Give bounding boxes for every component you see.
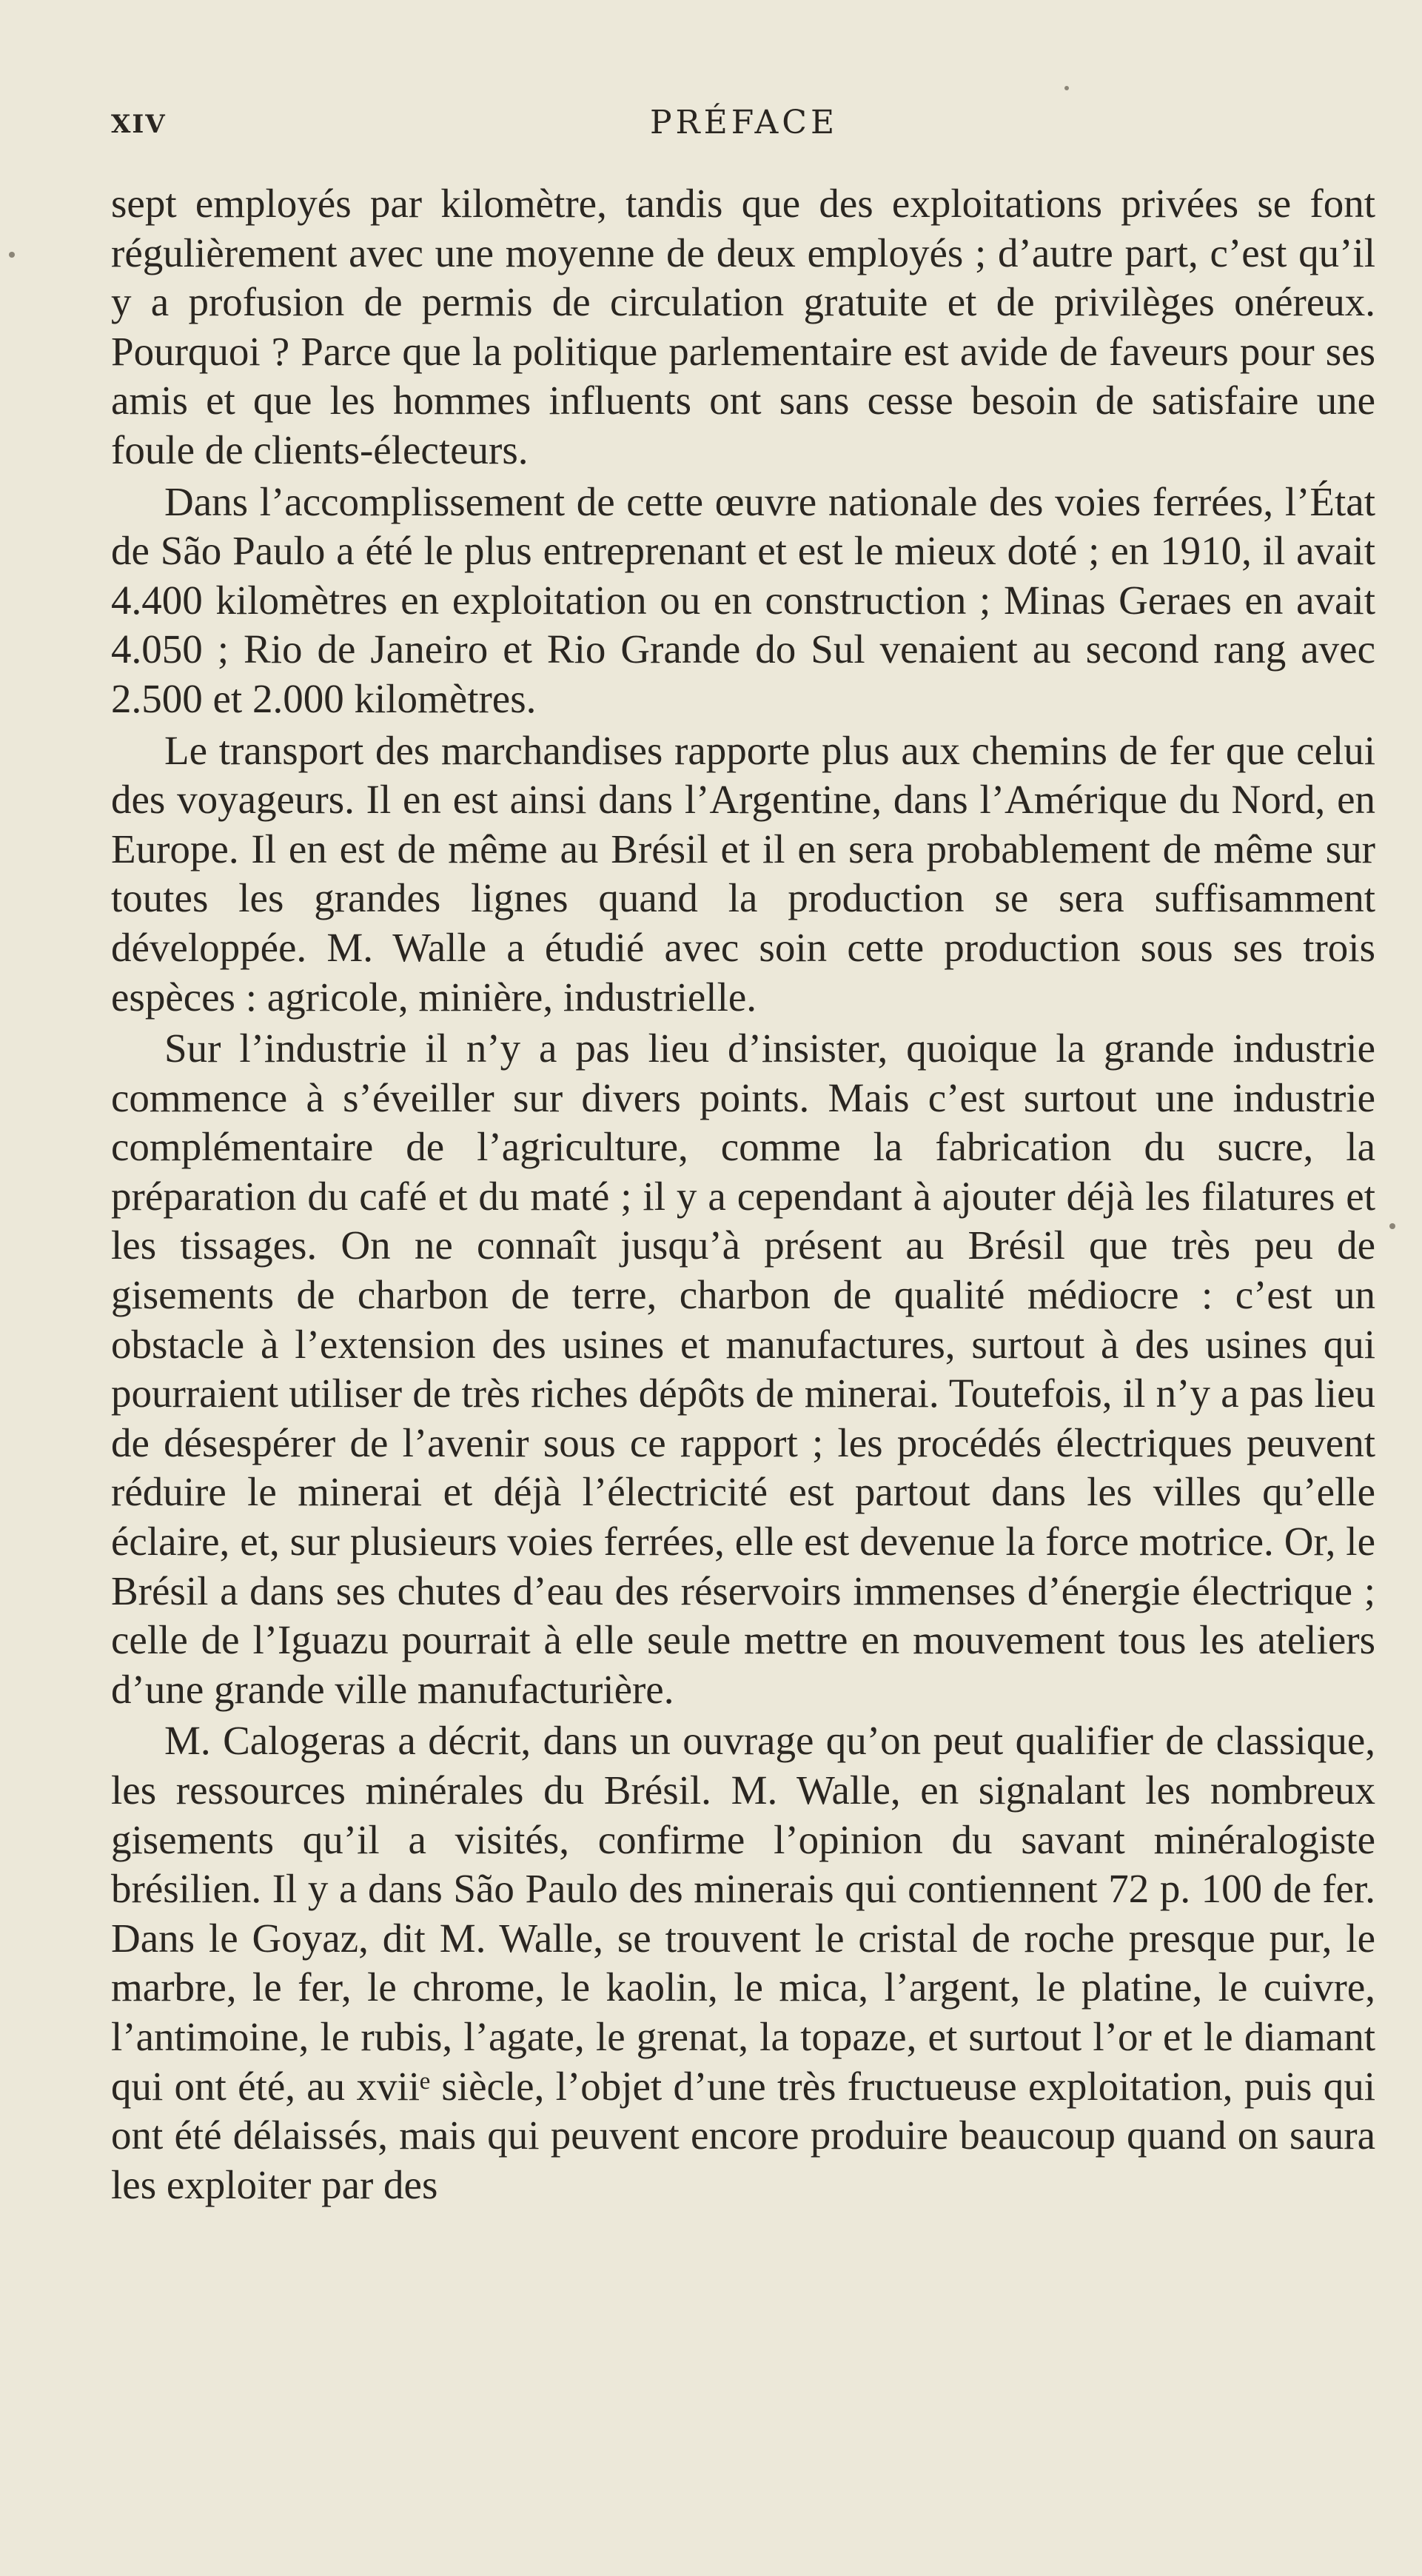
paragraph-industry: Sur l’industrie il n’y a pas lieu d’insister, quoique la grande industrie commence à s’éveiller sur divers points. Mais c’est surtout une industrie complémentaire de l’agriculture, comme la fabrication du sucre, la préparation du café et du maté ; il y a cependant à ajouter déjà les filatures et les tissages. On ne connaît jusqu’à présent au Brésil que très peu de gisements de charbon de terre, charbon de qualité médiocre : c’est un obstacle à l’extension des usines et manufactures, surtout à des usines qui pourraient utiliser de très riches dépôts de minerai. Toutefois, il n’y a pas lieu de désespérer de l’avenir sous ce rapport ; les procédés électriques peuvent réduire le minerai et déjà l’électricité est partout dans les villes qu’elle éclaire, et, sur plusieurs voies ferrées, elle est devenue la force motrice. Or, le Brésil a dans ses chutes d’eau des réservoirs immenses d’énergie électrique ; celle de l’Iguazu pourrait à elle seule mettre en mouvement tous les ateliers d’une grande ville manufacturière.	[111, 1026, 1375, 1712]
margin-speck	[1064, 86, 1069, 90]
paragraph-mineral-resources: M. Calogeras a décrit, dans un ouvrage qu’on peut qualifier de classique, les ressources minérales du Brésil. M. Walle, en signalant les nombreux gisements qu’il a visités, confirme l’opinion du savant minéralogiste brésilien. Il y a dans São Paulo des minerais qui contiennent 72 p. 100 de fer. Dans le Goyaz, dit M. Walle, se trouvent le cristal de roche presque pur, le marbre, le fer, le chrome, le kaolin, le mica, l’argent, le platine, le cuivre, l’antimoine, le rubis, l’agate, le grenat, la topaze, et surtout l’or et le diamant qui ont été, au xviiᵉ siècle, l’objet d’une très fructueuse exploitation, puis qui ont été délaissés, mais qui peuvent encore produire beaucoup quand on saura les exploiter par des	[111, 1718, 1375, 2207]
body-text	[111, 179, 1375, 2212]
margin-speck	[9, 252, 15, 258]
paragraph-railways-sao-paulo: Dans l’accomplissement de cette œuvre nationale des voies ferrées, l’État de São Paulo a été le plus entreprenant et est le mieux doté ; en 1910, il avait 4.400 kilomètres en exploitation ou en construction ; Minas Geraes en avait 4.050 ; Rio de Janeiro et Rio Grande do Sul venaient au second rang avec 2.500 et 2.000 kilomètres.	[111, 478, 1375, 721]
page-header	[111, 104, 1377, 148]
paragraph-continuation: sept employés par kilomètre, tandis que des exploitations privées se font régulièrement avec une moyenne de deux employés ; d’autre part, c’est qu’il y a profusion de permis de circulation gratuite et de privilèges onéreux. Pourquoi ? Parce que la politique parlementaire est avide de faveurs pour ses amis et que les hommes influents ont sans cesse besoin de satisfaire une foule de clients-électeurs.	[111, 181, 1375, 472]
margin-speck	[1389, 1223, 1395, 1229]
paragraph-freight-transport: Le transport des marchandises rapporte plus aux chemins de fer que celui des voyageurs. Il en est ainsi dans l’Argentine, dans l’Amérique du Nord, en Europe. Il en est de même au Brésil et il en sera probablement de même sur toutes les grandes lignes quand la production se sera suffisamment développée. M. Walle a étudié avec soin cette production sous ses trois espèces : agricole, minière, industrielle.	[111, 727, 1375, 1020]
page-number: XIV	[111, 110, 167, 139]
running-title: PRÉFACE	[649, 104, 839, 141]
